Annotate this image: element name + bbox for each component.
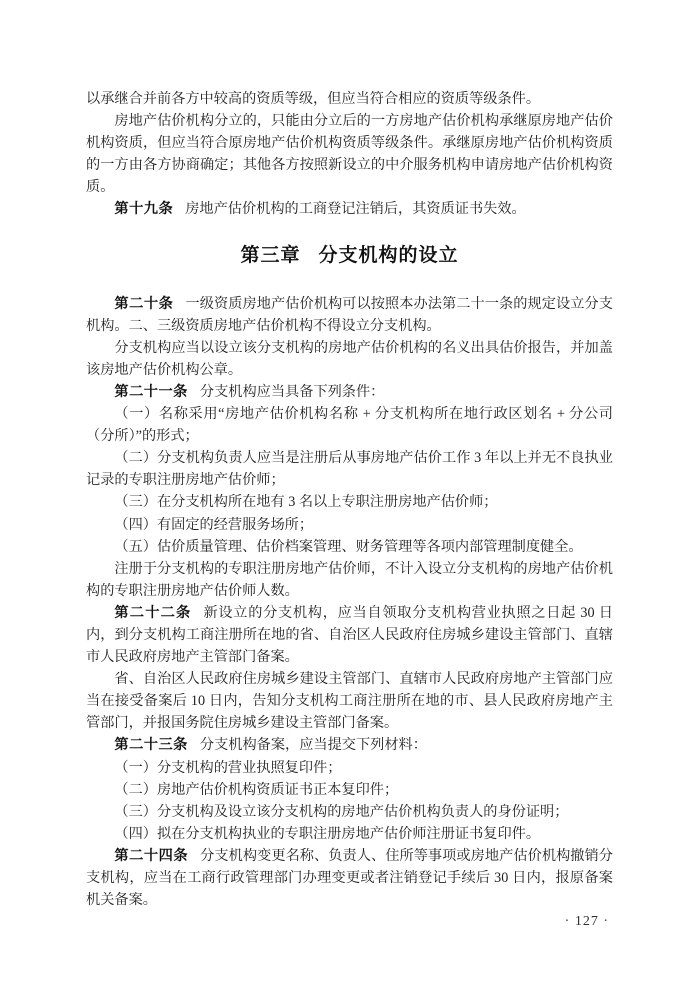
article-paragraph [86, 381, 613, 403]
paragraph-text: 分支机构应当以设立该分支机构的房地产估价机构的名义出具估价报告，并加盖该房地产估价机构公章。 [86, 339, 613, 378]
article-paragraph [86, 602, 613, 668]
paragraph-text: 一级资质房地产估价机构可以按照本办法第二十一条的规定设立分支机构。二、三级资质房地产估价机构不得设立分支机构。 [86, 295, 613, 334]
paragraph-text: （二）房地产估价机构资质证书正本复印件； [114, 781, 399, 798]
paragraph-text: 房地产估价机构的工商登记注销后，其资质证书失效。 [185, 201, 526, 218]
body-paragraph [86, 757, 613, 779]
paragraph-text: 以承继合并前各方中较高的资质等级，但应当符合相应的资质等级条件。 [86, 91, 541, 107]
article-number: 第二十二条 [114, 604, 192, 621]
body-paragraph [86, 110, 613, 198]
paragraph-text: 分支机构变更名称、负责人、住所等事项或房地产估价机构撤销分支机构，应当在工商行政管理部门办理变更或者注销登记手续后 30 日内，报原备案机关备案。 [86, 847, 613, 909]
paragraph-text: （一）分支机构的营业执照复印件； [114, 759, 342, 776]
page-number: · 127 · [564, 914, 609, 929]
body-paragraph [86, 514, 613, 536]
body-paragraph [86, 403, 613, 447]
paragraph-text: （五）估价质量管理、估价档案管理、财务管理等各项内部管理制度健全。 [114, 538, 583, 555]
paragraph-text: （二）分支机构负责人应当是注册后从事房地产估价工作 3 年以上并无不良执业记录的专职注册房地产估价师； [86, 450, 613, 489]
paragraph-text: 注册于分支机构的专职注册房地产估价师，不计入设立分支机构的房地产估价机构的专职注册房地产估价师人数。 [86, 560, 613, 599]
article-number: 第二十一条 [114, 383, 188, 400]
body-paragraph [86, 88, 613, 110]
body-paragraph [86, 779, 613, 801]
paragraph-text: （三）在分支机构所在地有 3 名以上专职注册房地产估价师； [114, 494, 498, 511]
article-number: 第十九条 [114, 201, 174, 218]
paragraph-text: （三）分支机构及设立该分支机构的房地产估价机构负责人的身份证明； [114, 803, 569, 820]
paragraph-text: 房地产估价机构分立的，只能由分立后的一方房地产估价机构承继原房地产估价机构资质，但应当符合原房地产估价机构资质等级条件。承继原房地产估价机构资质的一方由各方协商确定；其他各方按照新设立的中介服务机构申请房地产估价机构资质。 [86, 113, 613, 196]
paragraph-text: （四）拟在分支机构执业的专职注册房地产估价师注册证书复印件。 [114, 825, 541, 842]
paragraph-text: 分支机构应当具备下列条件： [199, 383, 385, 400]
article-number: 第二十条 [114, 295, 174, 312]
article-number: 第二十三条 [114, 737, 188, 754]
article-number: 第二十四条 [114, 847, 189, 864]
article-paragraph [86, 734, 613, 756]
body-paragraph [86, 491, 613, 513]
paragraph-text: 新设立的分支机构，应当自领取分支机构营业执照之日起 30 日内，到分支机构工商注册所在地的省、自治区人民政府住房城乡建设主管部门、直辖市人民政府房地产主管部门备案。 [86, 604, 613, 666]
chapter-heading [86, 243, 613, 269]
paragraph-text: 省、自治区人民政府住房城乡建设主管部门、直辖市人民政府房地产主管部门应当在接受备案后 10 日内，告知分支机构工商注册所在地的市、县人民政府房地产主管部门，并报国务院住房城乡建设主管部门备案。 [86, 671, 613, 732]
body-paragraph [86, 801, 613, 823]
document-body [86, 88, 613, 911]
body-paragraph [86, 558, 613, 602]
article-paragraph [86, 198, 613, 220]
paragraph-text: （一）名称采用“房地产估价机构名称 + 分支机构所在地行政区划名 + 分公司（分所）”的形式； [86, 406, 613, 445]
article-paragraph [86, 845, 613, 911]
chapter-number: 第三章 [240, 244, 301, 266]
chapter-title: 分支机构的设立 [318, 244, 459, 266]
body-paragraph [86, 536, 613, 558]
paragraph-text: 分支机构备案，应当提交下列材料： [199, 737, 427, 754]
article-paragraph [86, 293, 613, 337]
body-paragraph [86, 823, 613, 845]
paragraph-text: （四）有固定的经营服务场所； [114, 516, 314, 533]
body-paragraph [86, 668, 613, 734]
body-paragraph [86, 337, 613, 381]
body-paragraph [86, 447, 613, 491]
